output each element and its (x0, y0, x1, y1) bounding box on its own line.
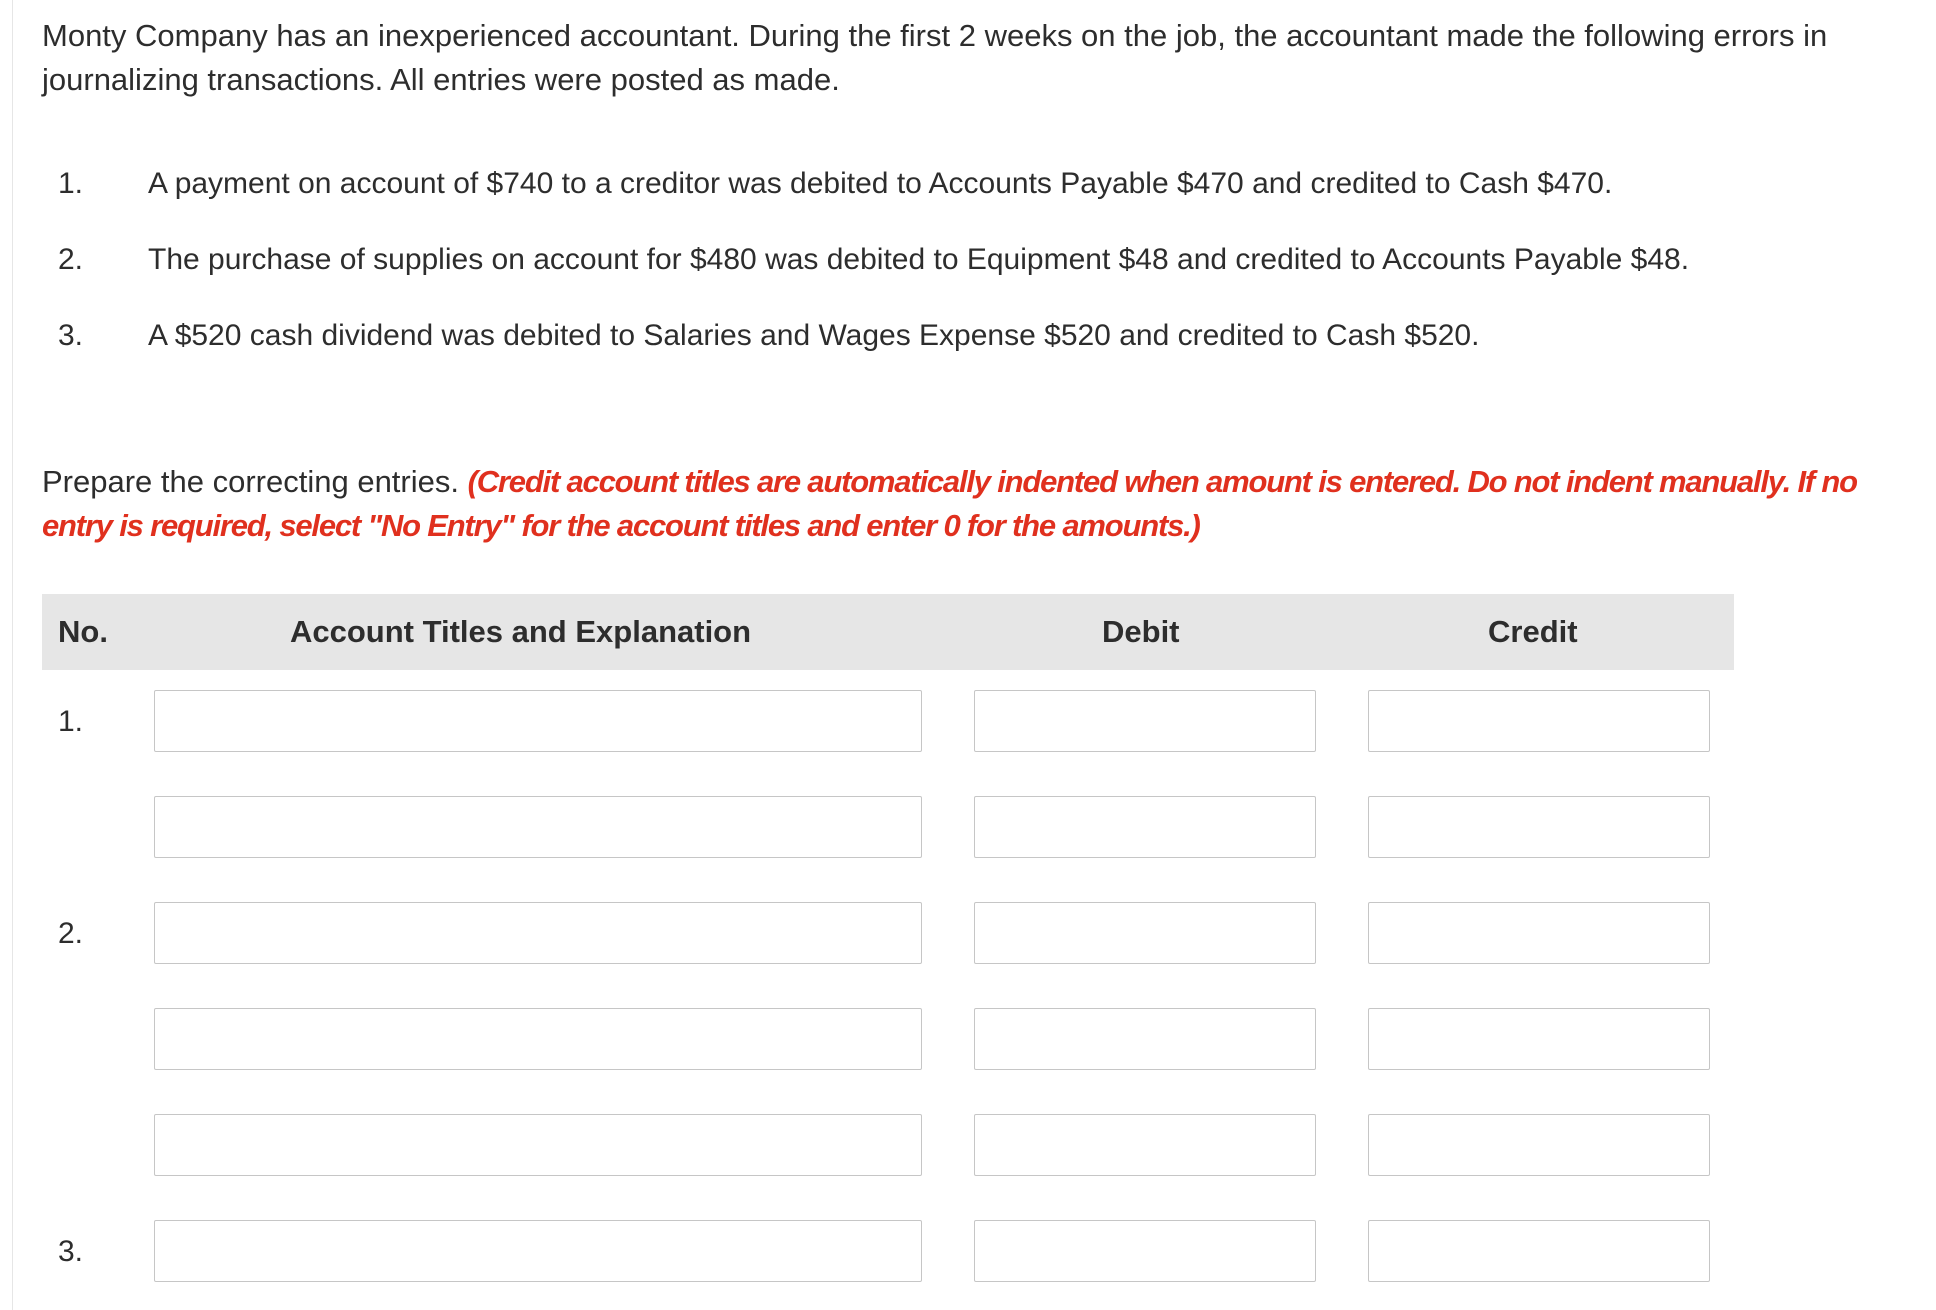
error-item (42, 160, 1882, 236)
debit-input[interactable] (974, 1114, 1316, 1176)
journal-row (42, 1008, 1734, 1074)
journal-row (42, 1220, 1734, 1286)
credit-input[interactable] (1368, 1220, 1710, 1282)
header-no: No. (58, 614, 108, 649)
entry-number: 1. (58, 705, 84, 738)
problem-intro: Monty Company has an inexperienced accountant. During the first 2 weeks on the job, the accountant made the following errors in journalizing transactions. All entries were posted as made. (42, 18, 1828, 97)
account-title-input[interactable] (154, 796, 922, 858)
header-debit: Debit (1102, 614, 1180, 649)
header-account-titles: Account Titles and Explanation (290, 614, 752, 649)
journal-table-header (42, 594, 1734, 670)
error-number: 2. (58, 243, 84, 276)
error-text: A $520 cash dividend was debited to Salaries and Wages Expense $520 and credited to Cash $520. (148, 319, 1480, 352)
debit-input[interactable] (974, 902, 1316, 964)
entry-number: 3. (58, 1235, 84, 1268)
error-text: A payment on account of $740 to a creditor was debited to Accounts Payable $470 and credited to Cash $470. (148, 167, 1613, 200)
instructions-note: (Credit account titles are automatically indented when amount is entered. Do not indent manually. If no entry is required, select "No Entry" for the account titles and enter 0 for the amounts.) (42, 464, 1857, 543)
error-list (42, 160, 1882, 388)
debit-input[interactable] (974, 1220, 1316, 1282)
entry-number: 2. (58, 917, 84, 950)
account-title-input[interactable] (154, 1114, 922, 1176)
journal-row (42, 796, 1734, 862)
debit-input[interactable] (974, 796, 1316, 858)
credit-input[interactable] (1368, 902, 1710, 964)
credit-input[interactable] (1368, 1114, 1710, 1176)
header-credit: Credit (1488, 614, 1578, 649)
account-title-input[interactable] (154, 1220, 922, 1282)
journal-row (42, 902, 1734, 968)
journal-row (42, 690, 1734, 756)
error-item (42, 312, 1882, 388)
credit-input[interactable] (1368, 690, 1710, 752)
credit-input[interactable] (1368, 796, 1710, 858)
account-title-input[interactable] (154, 1008, 922, 1070)
credit-input[interactable] (1368, 1008, 1710, 1070)
account-title-input[interactable] (154, 690, 922, 752)
error-item (42, 236, 1882, 312)
error-number: 3. (58, 319, 84, 352)
error-number: 1. (58, 167, 84, 200)
error-text: The purchase of supplies on account for $480 was debited to Equipment $48 and credited to Accounts Payable $48. (148, 243, 1690, 276)
instructions (42, 460, 1902, 548)
instructions-lead: Prepare the correcting entries. (42, 464, 468, 499)
account-title-input[interactable] (154, 902, 922, 964)
debit-input[interactable] (974, 690, 1316, 752)
left-divider (12, 0, 13, 1310)
debit-input[interactable] (974, 1008, 1316, 1070)
journal-row (42, 1114, 1734, 1180)
